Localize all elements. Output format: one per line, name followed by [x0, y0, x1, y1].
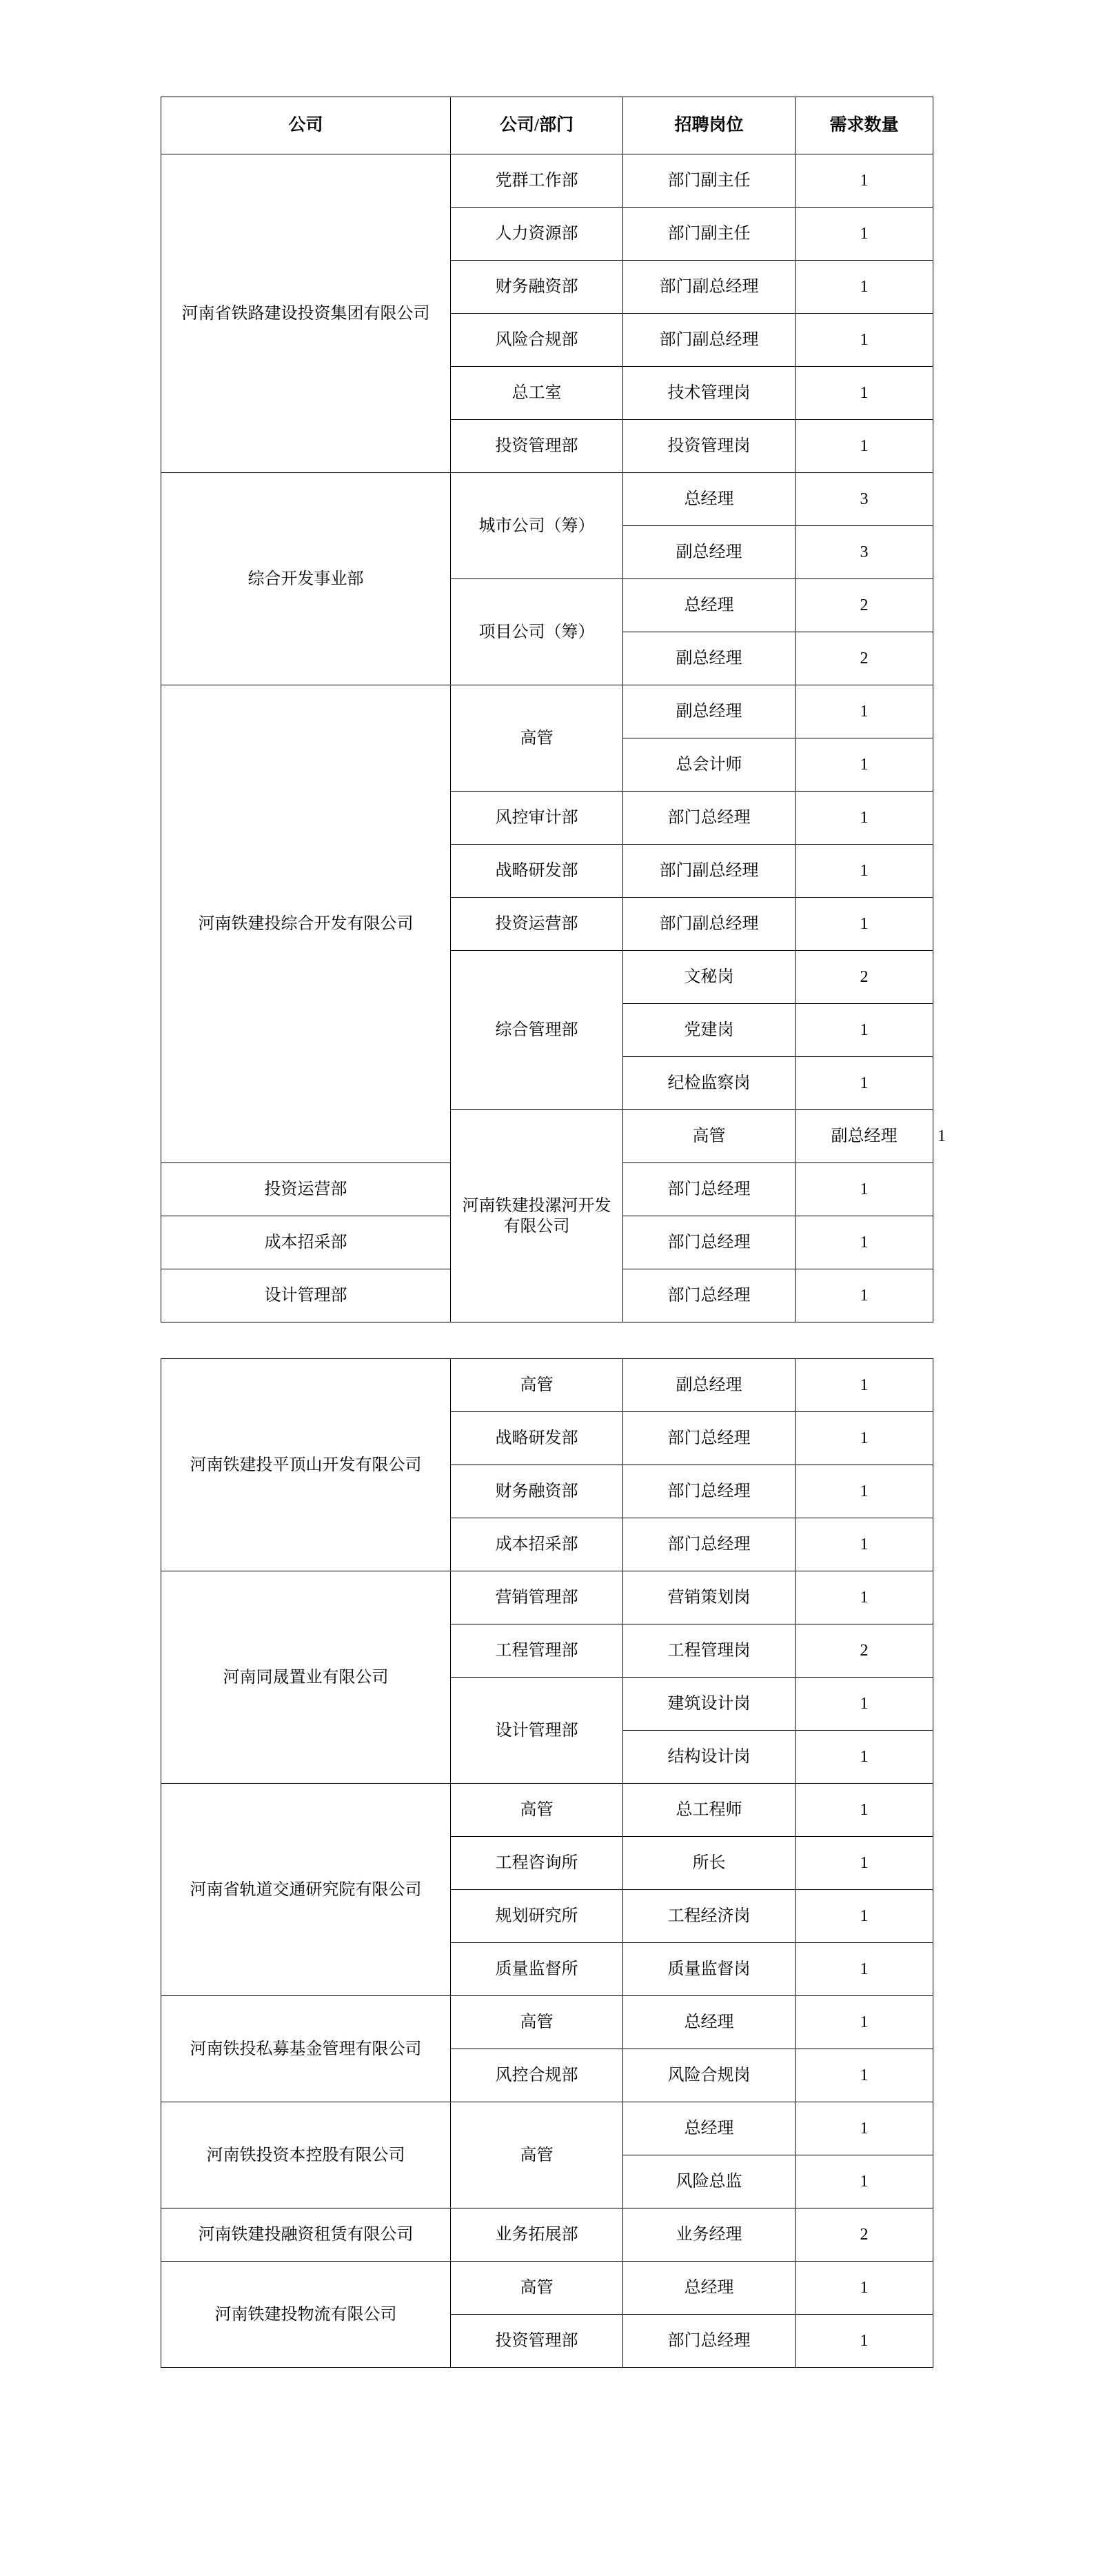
cell-department: 工程咨询所 [451, 1837, 623, 1890]
cell-department: 人力资源部 [451, 208, 623, 261]
cell-position: 质量监督岗 [623, 1943, 796, 1996]
cell-position: 总经理 [623, 579, 796, 632]
cell-company: 河南省铁路建设投资集团有限公司 [161, 154, 451, 473]
column-header-count: 需求数量 [796, 97, 933, 154]
cell-department: 营销管理部 [451, 1571, 623, 1624]
cell-department: 总工室 [451, 367, 623, 420]
cell-company: 河南铁建投平顶山开发有限公司 [161, 1359, 451, 1571]
cell-position: 风险合规岗 [623, 2049, 796, 2102]
cell-company: 河南铁投私募基金管理有限公司 [161, 1996, 451, 2102]
cell-position: 部门副总经理 [623, 261, 796, 314]
cell-department: 投资运营部 [161, 1163, 451, 1216]
cell-position: 建筑设计岗 [623, 1678, 796, 1731]
cell-company: 河南铁建投漯河开发有限公司 [451, 1110, 623, 1322]
cell-position: 所长 [623, 1837, 796, 1890]
cell-department: 高管 [451, 685, 623, 792]
cell-position: 总经理 [623, 473, 796, 526]
cell-department: 城市公司（筹） [451, 473, 623, 579]
column-header-department: 公司/部门 [451, 97, 623, 154]
cell-count: 1 [796, 1890, 933, 1943]
cell-department: 高管 [451, 2262, 623, 2315]
cell-count: 1 [796, 1163, 933, 1216]
cell-count: 1 [796, 1269, 933, 1322]
cell-count: 1 [796, 738, 933, 792]
cell-department: 综合管理部 [451, 951, 623, 1110]
cell-department: 风险合规部 [451, 314, 623, 367]
cell-position: 党建岗 [623, 1004, 796, 1057]
cell-count: 1 [796, 1359, 933, 1412]
cell-department: 高管 [451, 2102, 623, 2208]
cell-count: 1 [796, 1731, 933, 1784]
cell-count: 1 [796, 1678, 933, 1731]
cell-department: 设计管理部 [451, 1678, 623, 1784]
cell-count: 1 [796, 685, 933, 738]
cell-position: 副总经理 [796, 1110, 933, 1163]
cell-count: 1 [796, 1943, 933, 1996]
cell-position: 部门总经理 [623, 1518, 796, 1571]
cell-count: 1 [796, 1412, 933, 1465]
cell-department: 战略研发部 [451, 1412, 623, 1465]
cell-position: 部门总经理 [623, 1269, 796, 1322]
cell-count: 1 [796, 2315, 933, 2368]
table-row [161, 685, 933, 738]
cell-department: 风控审计部 [451, 792, 623, 845]
cell-department: 投资运营部 [451, 898, 623, 951]
cell-department: 规划研究所 [451, 1890, 623, 1943]
cell-count: 1 [796, 1571, 933, 1624]
cell-position: 总工程师 [623, 1784, 796, 1837]
cell-count: 1 [796, 154, 933, 208]
cell-count: 1 [796, 1996, 933, 2049]
cell-department: 高管 [623, 1110, 796, 1163]
table-row [161, 154, 933, 208]
cell-count: 1 [796, 1057, 933, 1110]
cell-position: 副总经理 [623, 526, 796, 579]
cell-company: 综合开发事业部 [161, 473, 451, 685]
cell-count: 2 [796, 951, 933, 1004]
cell-count: 3 [796, 526, 933, 579]
table-header [161, 97, 933, 154]
cell-department: 高管 [451, 1784, 623, 1837]
recruitment-table-part2 [161, 1358, 933, 2368]
cell-position: 部门副总经理 [623, 898, 796, 951]
table-row [161, 1571, 933, 1624]
cell-count: 1 [796, 2155, 933, 2208]
table-gap-spacer [161, 1322, 933, 1358]
cell-count: 1 [796, 420, 933, 473]
cell-company: 河南省轨道交通研究院有限公司 [161, 1784, 451, 1996]
table-row [161, 1359, 933, 1412]
cell-count: 1 [796, 1465, 933, 1518]
cell-count: 1 [796, 367, 933, 420]
table-row [161, 1784, 933, 1837]
cell-count: 1 [796, 208, 933, 261]
cell-count: 1 [796, 2102, 933, 2155]
cell-position: 业务经理 [623, 2208, 796, 2262]
cell-count: 2 [796, 1624, 933, 1678]
cell-position: 结构设计岗 [623, 1731, 796, 1784]
cell-position: 文秘岗 [623, 951, 796, 1004]
table-row: 河南铁建投漯河开发有限公司 高管 副总经理 1 [161, 1110, 933, 1163]
cell-count: 2 [796, 632, 933, 685]
cell-position: 部门总经理 [623, 792, 796, 845]
cell-count: 1 [796, 898, 933, 951]
cell-department: 质量监督所 [451, 1943, 623, 1996]
cell-department: 成本招采部 [161, 1216, 451, 1269]
cell-company: 河南铁投资本控股有限公司 [161, 2102, 451, 2208]
cell-department: 高管 [451, 1996, 623, 2049]
recruitment-table-part1 [161, 97, 946, 1322]
cell-position: 投资管理岗 [623, 420, 796, 473]
table-row [161, 473, 933, 526]
cell-position: 总经理 [623, 2102, 796, 2155]
cell-department: 风控合规部 [451, 2049, 623, 2102]
cell-department: 财务融资部 [451, 1465, 623, 1518]
cell-position: 总经理 [623, 2262, 796, 2315]
cell-company: 河南同晟置业有限公司 [161, 1571, 451, 1784]
cell-position: 部门副主任 [623, 208, 796, 261]
cell-department: 业务拓展部 [451, 2208, 623, 2262]
cell-count: 1 [796, 1004, 933, 1057]
table-row [161, 1996, 933, 2049]
table-body-part1 [161, 154, 946, 1322]
cell-count: 1 [796, 1216, 933, 1269]
cell-position: 营销策划岗 [623, 1571, 796, 1624]
cell-department: 党群工作部 [451, 154, 623, 208]
cell-position: 副总经理 [623, 685, 796, 738]
cell-position: 部门总经理 [623, 1216, 796, 1269]
cell-count: 1 [796, 1837, 933, 1890]
cell-position: 工程管理岗 [623, 1624, 796, 1678]
cell-position: 部门副主任 [623, 154, 796, 208]
cell-department: 战略研发部 [451, 845, 623, 898]
cell-position: 部门副总经理 [623, 845, 796, 898]
cell-count: 2 [796, 579, 933, 632]
cell-position: 副总经理 [623, 1359, 796, 1412]
cell-position: 总会计师 [623, 738, 796, 792]
cell-department: 投资管理部 [451, 420, 623, 473]
cell-company: 河南铁建投融资租赁有限公司 [161, 2208, 451, 2262]
cell-count: 1 [796, 845, 933, 898]
cell-department: 项目公司（筹） [451, 579, 623, 685]
cell-count: 1 [796, 792, 933, 845]
cell-position: 部门总经理 [623, 1412, 796, 1465]
column-header-company: 公司 [161, 97, 451, 154]
cell-position: 纪检监察岗 [623, 1057, 796, 1110]
cell-company: 河南铁建投物流有限公司 [161, 2262, 451, 2368]
cell-count: 1 [796, 1784, 933, 1837]
table-row [161, 2208, 933, 2262]
column-header-position: 招聘岗位 [623, 97, 796, 154]
cell-position: 部门副总经理 [623, 314, 796, 367]
cell-position: 总经理 [623, 1996, 796, 2049]
cell-count: 1 [796, 314, 933, 367]
cell-department: 工程管理部 [451, 1624, 623, 1678]
table-header-row [161, 97, 933, 154]
cell-department: 设计管理部 [161, 1269, 451, 1322]
cell-department: 成本招采部 [451, 1518, 623, 1571]
cell-position: 技术管理岗 [623, 367, 796, 420]
table-row [161, 2102, 933, 2155]
cell-count: 2 [796, 2208, 933, 2262]
cell-position: 副总经理 [623, 632, 796, 685]
cell-position: 部门总经理 [623, 1465, 796, 1518]
cell-department: 财务融资部 [451, 261, 623, 314]
cell-department: 投资管理部 [451, 2315, 623, 2368]
cell-count: 1 [796, 2049, 933, 2102]
cell-company: 河南铁建投综合开发有限公司 [161, 685, 451, 1163]
cell-position: 工程经济岗 [623, 1890, 796, 1943]
cell-count: 1 [796, 261, 933, 314]
table-row [161, 2262, 933, 2315]
table-body-part2 [161, 1359, 933, 2368]
cell-position: 部门总经理 [623, 2315, 796, 2368]
cell-department: 高管 [451, 1359, 623, 1412]
cell-position: 部门总经理 [623, 1163, 796, 1216]
cell-count: 3 [796, 473, 933, 526]
cell-position: 风险总监 [623, 2155, 796, 2208]
cell-count: 1 [796, 1518, 933, 1571]
cell-count: 1 [796, 2262, 933, 2315]
